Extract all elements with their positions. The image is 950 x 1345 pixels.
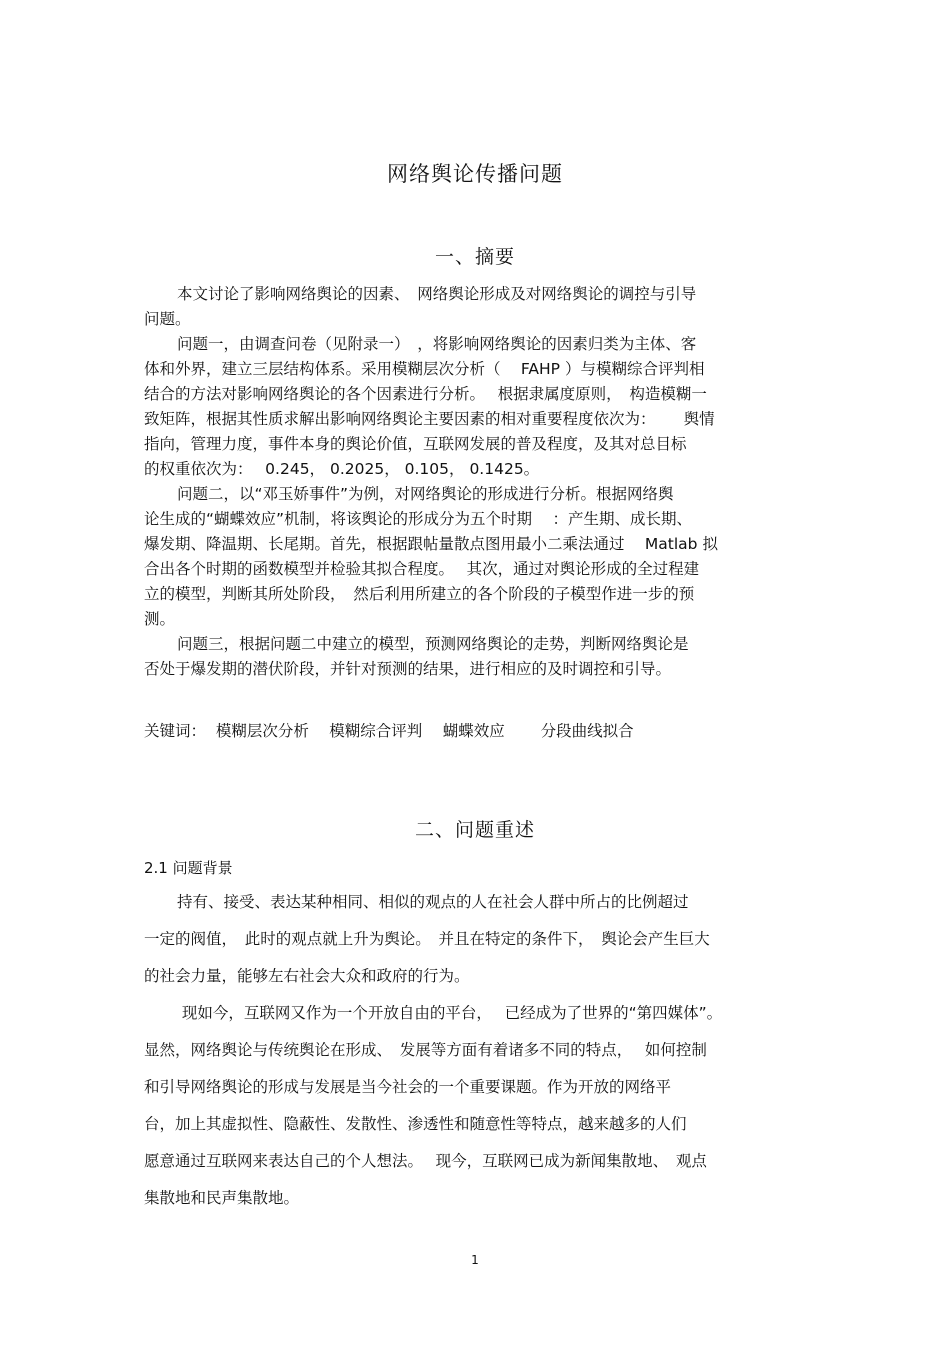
abstract-line: 问题。 [144, 310, 191, 328]
background-line: 集散地和民声集散地。 [144, 1189, 300, 1207]
document-title: 网络舆论传播问题 [387, 162, 563, 186]
abstract-line: 致矩阵，根据其性质求解出影响网络舆论主要因素的相对重要程度依次为： 舆情 [144, 410, 715, 428]
background-line: 和引导网络舆论的形成与发展是当今社会的一个重要课题。作为开放的网络平 [144, 1078, 672, 1096]
background-line: 一定的阀值， 此时的观点就上升为舆论。 并且在特定的条件下， 舆论会产生巨大 [144, 930, 710, 948]
abstract-body [144, 282, 814, 682]
abstract-line: 论生成的“蝴蝶效应”机制，将该舆论的形成分为五个时期 ：产生期、成长期、 [144, 510, 692, 528]
abstract-heading: 一、摘要 [434, 246, 515, 268]
abstract-line: 立的模型，判断其所处阶段， 然后利用所建立的各个阶段的子模型作进一步的预 [144, 585, 695, 603]
abstract-line: 体和外界，建立三层结构体系。采用模糊层次分析（ FAHP ）与模糊综合评判相 [144, 360, 705, 378]
abstract-line: 问题一，由调查问卷（见附录一） ，将影响网络舆论的因素归类为主体、客 [177, 335, 697, 353]
background-line: 的社会力量，能够左右社会大众和政府的行为。 [144, 967, 470, 985]
background-line: 现如今，互联网又作为一个开放自由的平台， 已经成为了世界的“第四媒体”。 [177, 1004, 723, 1022]
restatement-heading: 二、问题重述 [414, 819, 535, 841]
abstract-line: 否处于爆发期的潜伏阶段，并针对预测的结果，进行相应的及时调控和引导。 [144, 660, 672, 678]
abstract-line: 问题三，根据问题二中建立的模型，预测网络舆论的走势，判断网络舆论是 [177, 635, 689, 653]
abstract-line: 爆发期、降温期、长尾期。首先，根据跟帖量散点图用最小二乘法通过 Matlab 拟 [144, 535, 718, 553]
background-line: 显然，网络舆论与传统舆论在形成、 发展等方面有着诸多不同的特点， 如何控制 [144, 1041, 707, 1059]
page-number: 1 [471, 1253, 479, 1267]
abstract-line: 结合的方法对影响网络舆论的各个因素进行分析。 根据隶属度原则， 构造模糊一 [144, 385, 707, 403]
background-line: 台，加上其虚拟性、隐蔽性、发散性、渗透性和随意性等特点，越来越多的人们 [144, 1115, 687, 1133]
abstract-line: 本文讨论了影响网络舆论的因素、 网络舆论形成及对网络舆论的调控与引导 [177, 285, 697, 303]
abstract-line: 测。 [144, 610, 176, 628]
background-line: 持有、接受、表达某种相同、相似的观点的人在社会人群中所占的比例超过 [177, 893, 689, 911]
abstract-line: 指向，管理力度，事件本身的舆论价值，互联网发展的普及程度，及其对总目标 [144, 435, 687, 453]
section-label: 2.1 问题背景 [144, 859, 233, 877]
background-line: 愿意通过互联网来表达自己的个人想法。 现今，互联网已成为新闻集散地、 观点 [144, 1152, 707, 1170]
background-body [144, 884, 814, 1217]
abstract-line: 的权重依次为： 0.245， 0.2025， 0.105， 0.1425。 [144, 460, 540, 478]
abstract-line: 问题二，以“邓玉娇事件”为例，对网络舆论的形成进行分析。根据网络舆 [177, 485, 674, 503]
keywords-line: 关键词： 模糊层次分析 模糊综合评判 蝴蝶效应 分段曲线拟合 [144, 722, 634, 740]
abstract-line: 合出各个时期的函数模型并检验其拟合程度。 其次，通过对舆论形成的全过程建 [144, 560, 700, 578]
